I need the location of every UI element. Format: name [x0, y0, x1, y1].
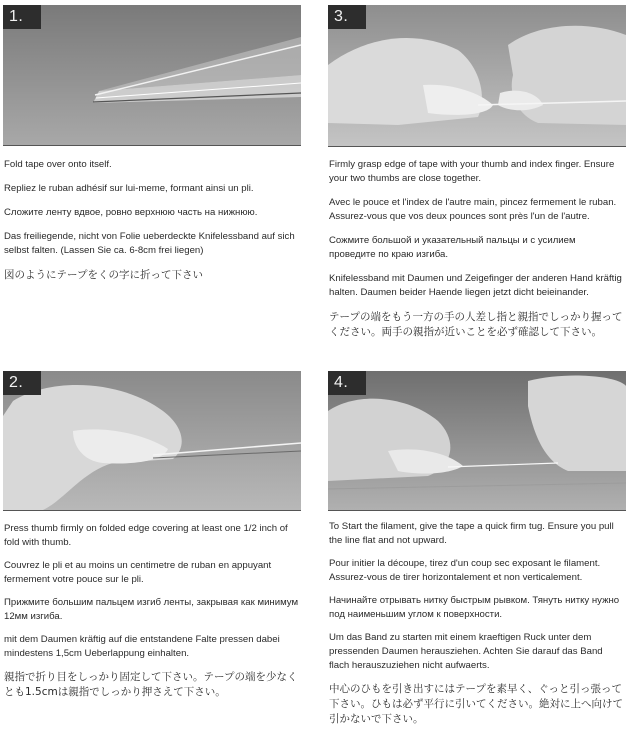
instruction-en: To Start the filament, give the tape a quick firm tug. Ensure you pull the line flat and not upward. — [329, 521, 614, 546]
instruction-en: Firmly grasp edge of tape with your thumb and index finger. Ensure your two thumbs are close together. — [329, 159, 615, 184]
instruction-fr: Repliez le ruban adhésif sur lui-meme, formant ainsi un pli. — [4, 183, 254, 194]
instruction-fr: Couvrez le pli et au moins un centimetre de ruban en appuyant fermement votre pouce sur le pli. — [4, 560, 272, 585]
instruction-ja: テープの端をもう一方の手の人差し指と親指でしっかり握ってください。両手の親指が近いことを必ず確認して下さい。 — [329, 311, 623, 338]
folded-tape-illustration — [3, 5, 301, 145]
step-3-photo — [328, 5, 626, 147]
instruction-ja: 親指で折り目をしっかり固定して下さい。テープの端を少なくとも1.5cmは親指でしっかり押さえて下さい。 — [4, 671, 298, 698]
pulling-filament-illustration — [328, 371, 626, 510]
step-number: 4. — [328, 371, 366, 395]
step-4-photo — [328, 371, 626, 511]
instruction-ja: 中心のひもを引き出すにはテープを素早く、ぐっと引っ張って下さい。ひもは必ず平行に引いてください。絶対に上へ向けて引かないで下さい。 — [329, 683, 623, 725]
step-3-instructions — [328, 147, 626, 340]
step-4-instructions — [328, 511, 626, 727]
step-1 — [3, 5, 301, 293]
instruction-de: Um das Band zu starten mit einem kraeftigen Ruck unter dem pressenden Daumen herausziehen. Achten Sie darauf das Band flach herauszuziehen nicht aufwaerts. — [329, 632, 603, 671]
instruction-ru: Прижмите большим пальцем изгиб ленты, закрывая как минимум 12мм изгиба. — [4, 597, 299, 622]
thumb-pressing-fold-illustration — [3, 371, 301, 510]
step-number: 2. — [3, 371, 41, 395]
step-1-photo — [3, 5, 301, 146]
step-1-instructions — [3, 146, 301, 283]
step-number: 3. — [328, 5, 366, 29]
instruction-de: Knifelessband mit Daumen und Zeigefinger der anderen Hand kräftig halten. Daumen beider Haende liegen jetzt dicht beieinander. — [329, 273, 622, 298]
instruction-ru: Начинайте отрывать нитку быстрым рывком. Тянуть нитку нужно под наименьшим углом к поверхности. — [329, 595, 620, 620]
instruction-de: mit dem Daumen kräftig auf die entstandene Falte pressen dabei mindestens 1,5cm Ueberlappung einhalten. — [4, 634, 280, 659]
instruction-ru: Сложите ленту вдвое, ровно верхнюю часть на нижнюю. — [4, 207, 258, 218]
step-4 — [328, 371, 626, 736]
step-2 — [3, 371, 301, 709]
step-2-instructions — [3, 511, 301, 700]
step-3 — [328, 5, 626, 350]
instruction-ru: Сожмите большой и указательный пальцы и с усилием проведите по краю изгиба. — [329, 235, 576, 260]
instruction-fr: Pour initier la découpe, tirez d'un coup sec exposant le filament. Assurez-vous de tirer horizontalement et non verticalement. — [329, 558, 601, 583]
two-hands-grasping-tape-illustration — [328, 5, 626, 146]
instruction-fr: Avec le pouce et l'index de l'autre main, pincez fermement le ruban. Assurez-vous que vos deux pounces sont près l'un de l'autre. — [329, 197, 617, 222]
instruction-en: Press thumb firmly on folded edge covering at least one 1/2 inch of fold with thumb. — [4, 523, 288, 548]
instruction-de: Das freiliegende, nicht von Folie ueberdeckte Knifelessband auf sich selbst falten. (Lassen Sie ca. 6-8cm frei liegen) — [4, 231, 295, 256]
step-2-photo — [3, 371, 301, 511]
instruction-en: Fold tape over onto itself. — [4, 159, 112, 170]
step-number: 1. — [3, 5, 41, 29]
instruction-ja: 図のようにテープをくの字に折って下さい — [4, 269, 203, 281]
